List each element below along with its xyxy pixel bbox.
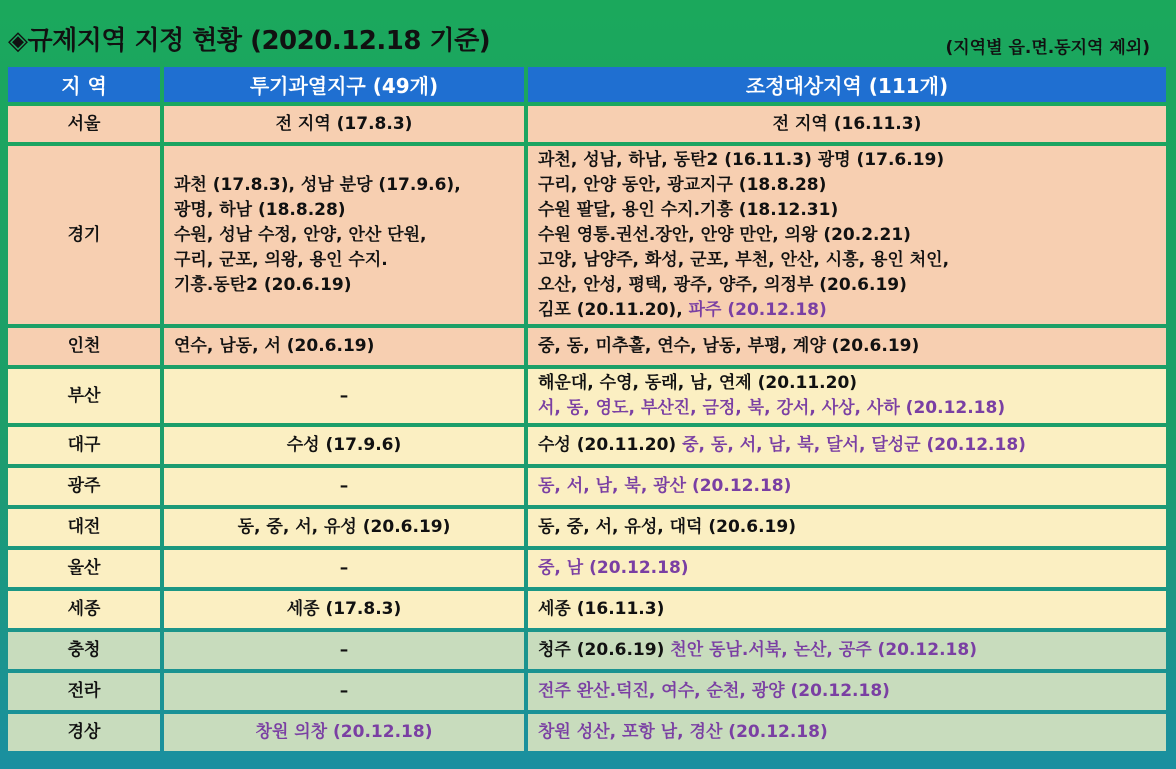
cell-line: 수원 영통.권선.장안, 안양 만안, 의왕 (20.2.21)	[538, 224, 911, 245]
table-row	[8, 106, 1166, 142]
speculation-cell: –	[164, 468, 524, 505]
region-cell: 경기	[8, 146, 160, 324]
cell-line: 구리, 안양 동안, 광교지구 (18.8.28)	[538, 174, 827, 195]
speculation-cell: –	[164, 673, 524, 710]
region-cell: 충청	[8, 632, 160, 669]
speculation-cell: 세종 (17.8.3)	[164, 591, 524, 628]
adjust-cell: 전주 완산.덕진, 여수, 순천, 광양 (20.12.18)	[528, 673, 1166, 710]
cell-line: 과천 (17.8.3), 성남 분당 (17.9.6),	[174, 174, 461, 195]
table-row	[8, 550, 1166, 587]
region-cell: 서울	[8, 106, 160, 142]
table-row	[8, 509, 1166, 546]
adjust-cell	[528, 427, 1166, 464]
page-title: ◈규제지역 지정 현황 (2020.12.18 기준)	[8, 26, 491, 56]
table-row	[8, 632, 1166, 669]
cell-line: 기흥.동탄2 (20.6.19)	[174, 274, 352, 295]
adjust-cell: 창원 성산, 포항 남, 경산 (20.12.18)	[528, 714, 1166, 751]
cell-line: 수원, 성남 수정, 안양, 안산 단원,	[174, 224, 427, 245]
regulation-table	[4, 63, 1170, 755]
adjust-cell	[528, 146, 1166, 324]
speculation-cell: 동, 중, 서, 유성 (20.6.19)	[164, 509, 524, 546]
speculation-cell: 창원 의창 (20.12.18)	[164, 714, 524, 751]
adjust-cell: 중, 남 (20.12.18)	[528, 550, 1166, 587]
cell-text: 김포 (20.11.20),	[538, 299, 689, 320]
adjust-cell: 전 지역 (16.11.3)	[528, 106, 1166, 142]
region-cell: 대전	[8, 509, 160, 546]
speculation-cell	[164, 146, 524, 324]
table-row	[8, 146, 1166, 324]
region-cell: 부산	[8, 369, 160, 423]
table-row	[8, 591, 1166, 628]
speculation-cell: –	[164, 632, 524, 669]
region-cell: 전라	[8, 673, 160, 710]
table-row	[8, 328, 1166, 365]
header-adjust: 조정대상지역 (111개)	[528, 67, 1166, 102]
cell-line: 고양, 남양주, 화성, 군포, 부천, 안산, 시흥, 용인 처인,	[538, 249, 950, 270]
cell-line: 구리, 군포, 의왕, 용인 수지.	[174, 249, 388, 270]
cell-line: 해운대, 수영, 동래, 남, 연제 (20.11.20)	[538, 373, 858, 393]
table-row	[8, 673, 1166, 710]
adjust-cell: 세종 (16.11.3)	[528, 591, 1166, 628]
region-cell: 세종	[8, 591, 160, 628]
adjust-cell: 중, 동, 미추홀, 연수, 남동, 부평, 계양 (20.6.19)	[528, 328, 1166, 365]
speculation-cell: –	[164, 369, 524, 423]
speculation-cell: 연수, 남동, 서 (20.6.19)	[164, 328, 524, 365]
region-cell: 광주	[8, 468, 160, 505]
speculation-cell: 수성 (17.9.6)	[164, 427, 524, 464]
new-designation-text: 중, 동, 서, 남, 북, 달서, 달성군 (20.12.18)	[682, 435, 1026, 455]
cell-line: 오산, 안성, 평택, 광주, 양주, 의정부 (20.6.19)	[538, 274, 907, 295]
adjust-cell: 동, 중, 서, 유성, 대덕 (20.6.19)	[528, 509, 1166, 546]
note: (지역별 읍.면.동지역 제외)	[945, 38, 1150, 58]
adjust-cell: 동, 서, 남, 북, 광산 (20.12.18)	[528, 468, 1166, 505]
cell-text: 수성 (20.11.20)	[538, 435, 683, 455]
header-row	[8, 67, 1166, 102]
header-speculation: 투기과열지구 (49개)	[164, 67, 524, 102]
header-region: 지 역	[8, 67, 160, 102]
cell-text: 청주 (20.6.19)	[538, 640, 671, 660]
cell-line: 과천, 성남, 하남, 동탄2 (16.11.3) 광명 (17.6.19)	[538, 149, 945, 170]
cell-line: 수원 팔달, 용인 수지.기흥 (18.12.31)	[538, 199, 839, 220]
region-cell: 대구	[8, 427, 160, 464]
cell-line	[538, 298, 1156, 323]
table-row	[8, 468, 1166, 505]
speculation-cell: 전 지역 (17.8.3)	[164, 106, 524, 142]
table-row	[8, 714, 1166, 751]
region-cell: 인천	[8, 328, 160, 365]
table-row	[8, 427, 1166, 464]
new-designation-text: 천안 동남.서북, 논산, 공주 (20.12.18)	[670, 640, 977, 660]
adjust-cell	[528, 369, 1166, 423]
new-designation-text: 서, 동, 영도, 부산진, 금정, 북, 강서, 사상, 사하 (20.12.18)	[538, 398, 1006, 418]
table-row	[8, 369, 1166, 423]
new-designation-text: 파주 (20.12.18)	[688, 299, 827, 320]
speculation-cell: –	[164, 550, 524, 587]
cell-line: 광명, 하남 (18.8.28)	[174, 199, 346, 220]
region-cell: 경상	[8, 714, 160, 751]
region-cell: 울산	[8, 550, 160, 587]
adjust-cell	[528, 632, 1166, 669]
